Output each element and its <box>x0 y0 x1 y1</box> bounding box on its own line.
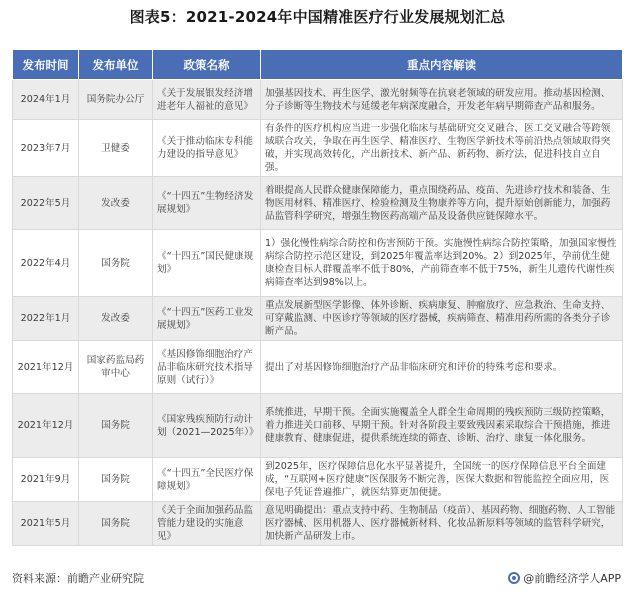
cell-content: 系统推进，早期干预。全面实施覆盖全人群全生命周期的残疾预防三级防控策略，着力推进关口前移、早期干预。针对各阶段主要致残因素采取综合干预措施，推进健康教育、健康促进，提供系统连续的筛查、诊断、治疗、康复一体化服务。 <box>261 394 623 458</box>
page-title: 图表5：2021-2024年中国精准医疗行业发展规划汇总 <box>129 8 506 26</box>
cell-unit: 国务院 <box>79 458 153 502</box>
header-date: 发布时间 <box>13 50 79 80</box>
policy-table <box>12 49 623 546</box>
table-row <box>13 394 623 458</box>
table-row <box>13 120 623 177</box>
cell-policy: 《“十四五”生物经济发展规划》 <box>153 177 261 230</box>
cell-content: 有条件的医疗机构应当进一步强化临床与基础研究交叉融合、医工交叉融合等跨领域联合攻关，争取在再生医学、精准医疗、生物医学新技术等前沿热点领域取得突破，并实现高效转化，产出新技术、新产品、新药物、新疗法，促进科技自立自强。 <box>261 120 623 177</box>
cell-policy: 《关于全面加强药品监管能力建设的实施意见》 <box>153 502 261 546</box>
policy-table-container <box>12 49 622 546</box>
cell-unit: 国务院 <box>79 394 153 458</box>
cell-content: 加强基因技术、再生医学、激光射频等在抗衰老领域的研发应用。推动基因检测、分子诊断等生物技术与延缓老年病深度融合，开发老年病早期筛查产品和服务。 <box>261 80 623 120</box>
cell-unit: 国务院办公厅 <box>79 80 153 120</box>
table-body <box>13 80 623 546</box>
cell-unit: 卫健委 <box>79 120 153 177</box>
cell-content: 意见明确提出：重点支持中药、生物制品（疫苗）、基因药物、细胞药物、人工智能医疗器械、医用机器人、医疗器械新材料、化妆品新原料等领域的监管科学研究，加快新产品研发上市。 <box>261 502 623 546</box>
cell-policy: 《“十四五”国民健康规划》 <box>153 230 261 297</box>
cell-unit: 国务院 <box>79 230 153 297</box>
source-note: 资料来源：前瞻产业研究院 <box>12 572 144 585</box>
cell-date: 2023年7月 <box>13 120 79 177</box>
table-row <box>13 502 623 546</box>
cell-unit: 国务院 <box>79 502 153 546</box>
header-policy: 政策名称 <box>153 50 261 80</box>
brand-credit <box>508 570 621 586</box>
cell-unit: 国家药监局药审中心 <box>79 341 153 394</box>
cell-date: 2022年5月 <box>13 177 79 230</box>
table-header-row <box>13 50 623 80</box>
table-row <box>13 297 623 341</box>
cell-date: 2021年5月 <box>13 502 79 546</box>
table-row <box>13 458 623 502</box>
cell-policy: 《基因修饰细胞治疗产品非临床研究技术指导原则（试行）》 <box>153 341 261 394</box>
cell-content: 重点发展新型医学影像、体外诊断、疾病康复、肿瘤放疗、应急救治、生命支持、可穿戴监测、中医诊疗等领域的医疗器械，疾病筛查、精准用药所需的各类分子诊断产品。 <box>261 297 623 341</box>
brand-label: @前瞻经济学人APP <box>523 572 621 585</box>
cell-date: 2024年1月 <box>13 80 79 120</box>
header-content: 重点内容解读 <box>261 50 623 80</box>
cell-content: 提出了对基因修饰细胞治疗产品非临床研究和评价的特殊考虑和要求。 <box>261 341 623 394</box>
cell-content: 1）强化慢性病综合防控和伤害预防干预。实施慢性病综合防控策略，加强国家慢性病综合防控示范区建设，到2025年覆盖率达到20%。2）到2025年，孕前优生健康检查目标人群覆盖率不低于80%，产前筛查率不低于75%，新生儿遗传代谢性疾病筛查率达到98%以上。 <box>261 230 623 297</box>
table-row <box>13 230 623 297</box>
cell-date: 2021年12月 <box>13 341 79 394</box>
cell-unit: 发改委 <box>79 177 153 230</box>
cell-policy: 《关于推动临床专科能力建设的指导意见》 <box>153 120 261 177</box>
table-row <box>13 341 623 394</box>
cell-policy: 《国家残疾预防行动计划（2021—2025年）》 <box>153 394 261 458</box>
cell-content: 着眼提高人民群众健康保障能力，重点围绕药品、疫苗、先进诊疗技术和装备、生物医用材料、精准医疗、检验检测及生物康养等方向，提升原始创新能力，加强药品监管科学研究，增强生物医药高端产品及设备供应链保障水平。 <box>261 177 623 230</box>
cell-unit: 发改委 <box>79 297 153 341</box>
cell-date: 2021年9月 <box>13 458 79 502</box>
cell-date: 2022年1月 <box>13 297 79 341</box>
cell-policy: 《“十四五”全民医疗保障规划》 <box>153 458 261 502</box>
table-row <box>13 80 623 120</box>
cell-policy: 《“十四五”医药工业发展规划》 <box>153 297 261 341</box>
cell-content: 到2025年，医疗保障信息化水平显著提升，全国统一的医疗保障信息平台全面建成，“互联网+医疗健康”医保服务不断完善，医保大数据和智能监控全面应用，医保电子凭证普遍推广，就医结算更加便捷。 <box>261 458 623 502</box>
header-unit: 发布单位 <box>79 50 153 80</box>
table-row <box>13 177 623 230</box>
cell-policy: 《关于发展银发经济增进老年人福祉的意见》 <box>153 80 261 120</box>
brand-logo-icon <box>508 572 520 584</box>
cell-date: 2022年4月 <box>13 230 79 297</box>
cell-date: 2021年12月 <box>13 394 79 458</box>
